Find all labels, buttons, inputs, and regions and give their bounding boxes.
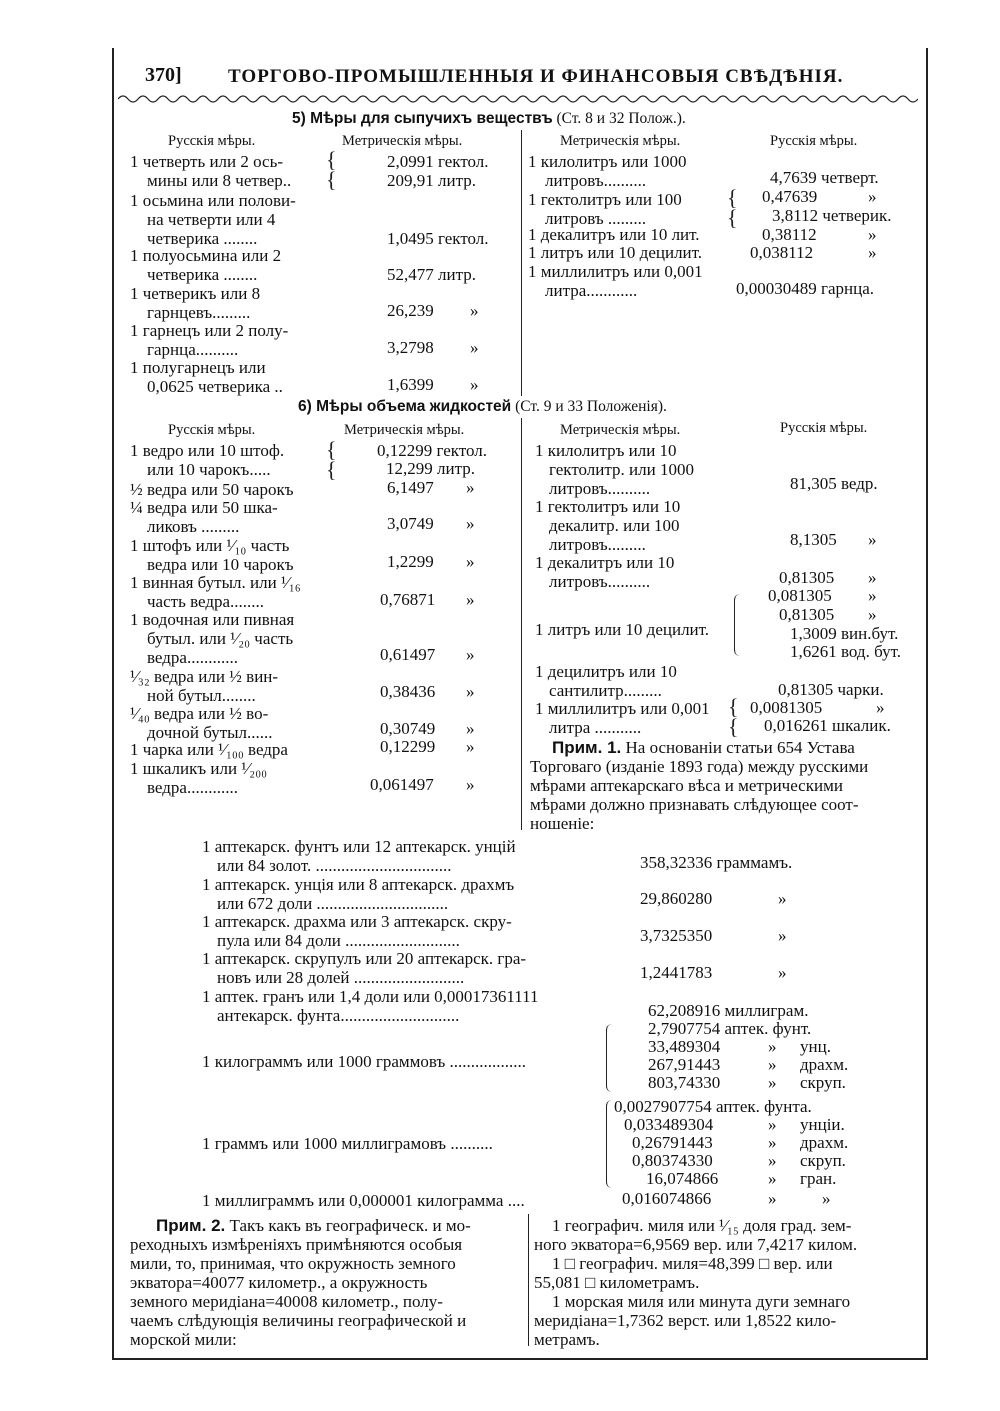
table-row: ¹⁄₃₂ ведра или ½ вин- (130, 667, 279, 686)
table-row: 1 литръ или 10 децилит. (535, 620, 710, 639)
ditto-mark: » (466, 590, 475, 609)
value: 0,61497 (380, 645, 436, 664)
ditto-mark: » (470, 375, 479, 394)
note2-line: метрамъ. (534, 1330, 600, 1349)
unit-label: скруп. (800, 1151, 846, 1170)
table-row: 1 гектолитръ или 10 (535, 497, 681, 516)
table-row: литровъ.......... (545, 171, 647, 190)
value: 8,1305 (790, 530, 837, 549)
col-header: Метрическія мѣры. (560, 422, 681, 438)
section6-heading (298, 398, 667, 416)
unit-label: драхм. (800, 1133, 849, 1152)
table-row: ной бутыл........ (147, 686, 256, 705)
note2-line: морской мили: (130, 1330, 237, 1349)
ditto-mark: » (768, 1151, 777, 1170)
value: 16,074866 (646, 1169, 719, 1188)
value: 26,239 (387, 301, 434, 320)
table-row: 1 миллиграммъ или 0,000001 килограмма .... (202, 1191, 525, 1210)
value: 0,033489304 (624, 1115, 714, 1134)
value: 1,3009 вин.бут. (790, 624, 899, 643)
col-header: Метрическія мѣры. (560, 133, 681, 149)
value: 0,00030489 гарнца. (736, 279, 875, 298)
table-row: 1 штофъ или ¹⁄₁₀ часть (130, 536, 290, 555)
section6-ref: (Ст. 9 и 33 Положенія). (515, 398, 667, 415)
ditto-mark: » (768, 1189, 777, 1208)
ditto-mark: » (868, 243, 877, 262)
table-row: 1 килограммъ или 1000 граммовъ .................. (202, 1052, 527, 1071)
brace: { { (727, 185, 738, 230)
table-row: литра ........... (549, 718, 642, 737)
note2-line: 1 географич. миля или ¹⁄₁₅ доля град. зем- (552, 1216, 852, 1235)
ditto-mark: » (868, 605, 877, 624)
section5-title: 5) Мѣры для сыпучихъ веществъ (292, 110, 553, 127)
table-row: дочной бутыл...... (147, 723, 273, 742)
note1-text: На основаніи статьи 654 Устава (625, 738, 855, 757)
table-row: 1 граммъ или 1000 миллиграмовъ .......... (202, 1134, 493, 1153)
table-row: ведра............ (147, 778, 238, 797)
unit-label: унціи. (800, 1115, 845, 1134)
table-row: 1 аптекарск. драхма или 3 аптекарск. скру- (202, 912, 512, 931)
value: 209,91 литр. (387, 171, 476, 190)
table-row: ½ ведра или 50 чарокъ (130, 480, 294, 499)
value: 1,6261 вод. бут. (790, 642, 901, 661)
ditto-mark: » (822, 1189, 831, 1208)
brace (606, 1024, 617, 1092)
ditto-mark: » (466, 719, 475, 738)
table-row: 1 гектолитръ или 100 (528, 190, 682, 209)
table-row: гарнцевъ......... (147, 303, 251, 322)
value: 0,38436 (380, 682, 436, 701)
table-row: 1 декалитръ или 10 лит. (528, 225, 700, 244)
note2-line: мили, то, принимая, что окружность земного (130, 1254, 456, 1273)
table-row: 1 миллилитръ или 0,001 (535, 699, 710, 718)
col-header: Русскія мѣры. (168, 422, 256, 438)
ditto-mark: » (466, 645, 475, 664)
table-row: гарнца.......... (147, 340, 239, 359)
value: 1,0495 гектол. (387, 229, 489, 248)
note2-line: экватора=40077 километр., а окружность (130, 1273, 428, 1292)
table-row: бутыл. или ¹⁄₂₀ часть (147, 629, 294, 648)
table-row: или 10 чарокъ..... (147, 460, 271, 479)
brace: { { (326, 147, 337, 192)
value: 0,81305 чарки. (778, 680, 884, 699)
section5-heading (292, 110, 686, 128)
value: 1,2441783 (640, 963, 713, 982)
col-header: Русскія мѣры. (770, 133, 858, 149)
table-row: новъ или 28 долей .......................... (217, 968, 465, 987)
table-row: литра............ (545, 281, 638, 300)
value: 358,32336 граммамъ. (640, 853, 793, 872)
table-row: четверика ........ (147, 265, 258, 284)
table-row: 1 полуосьмина или 2 (130, 246, 282, 265)
table-row: сантилитр......... (549, 681, 662, 700)
note1-line: мѣрами должно признавать слѣдующее соот- (530, 795, 859, 814)
brace: { { (728, 694, 739, 739)
note1-line: Торговаго (изданіе 1893 года) между русскими (530, 757, 869, 776)
table-row: 1 килолитръ или 10 (535, 441, 677, 460)
value: 0,81305 (779, 568, 835, 587)
value: 0,12299 гектол. (377, 441, 488, 460)
unit-label: скруп. (800, 1073, 846, 1092)
table-row: гектолитр. или 1000 (549, 460, 694, 479)
table-row: 1 килолитръ или 1000 (528, 152, 687, 171)
value: 0,016074866 (622, 1189, 712, 1208)
value: 81,305 ведр. (790, 474, 878, 493)
table-row: мины или 8 четвер.. (147, 171, 292, 190)
ditto-mark: » (768, 1169, 777, 1188)
note1-line: мѣрами аптекарскаго вѣса и метрическими (530, 776, 843, 795)
section5-ref: (Ст. 8 и 32 Полож.). (556, 110, 686, 127)
note2-line: ного экватора=6,9569 вер. или 7,4217 килом. (534, 1235, 858, 1254)
table-row: 1 литръ или 10 децилит. (528, 243, 703, 262)
ditto-mark: » (868, 530, 877, 549)
note2-label: Прим. 2. (156, 1216, 226, 1235)
table-row: 1 аптекарск. скрупулъ или 20 аптекарск. гра- (202, 949, 527, 968)
value: 0,016261 шкалик. (764, 716, 891, 735)
table-row: 1 шкаликъ или ¹⁄₂₀₀ (130, 759, 268, 778)
value: 3,0749 (387, 514, 434, 533)
table-row: ¹⁄₄₀ ведра или ½ во- (130, 704, 269, 723)
ditto-mark: » (768, 1037, 777, 1056)
ditto-mark: » (876, 698, 885, 717)
table-row: 1 миллилитръ или 0,001 (528, 262, 703, 281)
value: 0,0081305 (750, 698, 823, 717)
value: 33,489304 (648, 1037, 721, 1056)
table-row: декалитр. или 100 (549, 516, 680, 535)
unit-label: гран. (800, 1169, 837, 1188)
table-row: 1 аптекарск. унція или 8 аптекарск. драхмъ (202, 875, 515, 894)
table-row: 1 четверикъ или 8 (130, 284, 261, 303)
table-row: на четверти или 4 (147, 210, 276, 229)
table-row: или 84 золот. ................................ (217, 856, 452, 875)
note2-line: реходныхъ измѣреніяхъ примѣняются особыя (130, 1235, 463, 1254)
note2-line: 1 морская миля или минута дуги земнаго (552, 1292, 851, 1311)
table-row: 1 чарка или ¹⁄₁₀₀ ведра (130, 740, 288, 759)
note2-line (156, 1216, 471, 1235)
value: 1,6399 (387, 375, 434, 394)
ditto-mark: » (768, 1115, 777, 1134)
ditto-mark: » (868, 187, 877, 206)
ditto-mark: » (768, 1073, 777, 1092)
value: 803,74330 (648, 1073, 721, 1092)
table-row: 1 декалитръ или 10 (535, 553, 675, 572)
table-row: 1 полугарнецъ или (130, 358, 266, 377)
ditto-mark: » (466, 682, 475, 701)
note2-line: 55,081 □ километрамъ. (534, 1273, 700, 1292)
table-row: 1 ведро или 10 штоф. (130, 441, 285, 460)
table-row: ¼ ведра или 50 шка- (130, 498, 278, 517)
ditto-mark: » (868, 568, 877, 587)
note2-text: Такъ какъ въ географическ. и мо- (229, 1216, 471, 1235)
table-row: 0,0625 четверика .. (147, 377, 283, 396)
value: 0,081305 (768, 586, 832, 605)
table-row: 1 гарнецъ или 2 полу- (130, 321, 289, 340)
col-header: Русскія мѣры. (780, 420, 868, 436)
value: 0,38112 (762, 225, 817, 244)
ditto-mark: » (466, 478, 475, 497)
column-divider (521, 418, 522, 830)
column-divider (528, 1214, 529, 1346)
table-row: ведра............ (147, 648, 238, 667)
ditto-mark: » (778, 963, 787, 982)
page-number: 370] (145, 64, 182, 86)
ditto-mark: » (768, 1055, 777, 1074)
brace: { { (326, 437, 337, 482)
table-row: 1 осьмина или полови- (130, 191, 296, 210)
table-row: 1 винная бутыл. или ¹⁄₁₆ (130, 573, 301, 592)
value: 3,8112 четверик. (772, 206, 892, 225)
value: 267,91443 (648, 1055, 721, 1074)
col-header: Метрическія мѣры. (344, 422, 465, 438)
col-header: Метрическія мѣры. (342, 133, 463, 149)
ditto-mark: » (778, 926, 787, 945)
note2-line: чаемъ слѣдующія величины географической и (130, 1311, 467, 1330)
value: 12,299 литр. (386, 459, 475, 478)
value: 0,12299 (380, 737, 436, 756)
note1-label: Прим. 1. (552, 738, 622, 757)
value: 2,7907754 аптек. фунт. (648, 1019, 812, 1038)
note2-line: 1 □ географич. миля=48,399 □ вер. или (552, 1254, 833, 1273)
section6-title: 6) Мѣры объема жидкостей (298, 398, 512, 415)
page-title: ТОРГОВО-ПРОМЫШЛЕННЫЯ И ФИНАНСОВЫЯ СВѢДѢНIЯ. (228, 66, 844, 87)
table-row: 1 аптек. гранъ или 1,4 доли или 0,00017361111 (202, 987, 539, 1006)
column-divider (521, 130, 522, 396)
note1-line: ношеніе: (530, 814, 595, 833)
value: 0,0027907754 аптек. фунта. (614, 1097, 812, 1116)
note2-line: земного меридіана=40008 километр., полу- (130, 1292, 443, 1311)
value: 4,7639 четверт. (770, 168, 879, 187)
table-row: ведра или 10 чарокъ (147, 555, 294, 574)
table-row: или 672 доли ............................... (217, 894, 449, 913)
value: 29,860280 (640, 889, 713, 908)
table-row: 1 четверть или 2 ось- (130, 152, 284, 171)
value: 0,26791443 (632, 1133, 713, 1152)
ditto-mark: » (466, 775, 475, 794)
ditto-mark: » (466, 552, 475, 571)
value: 0,81305 (779, 605, 835, 624)
value: 52,477 литр. (387, 265, 476, 284)
table-row: литровъ ......... (545, 209, 647, 228)
table-row: ликовъ ......... (147, 517, 240, 536)
table-row: литровъ.......... (549, 572, 651, 591)
value: 0,80374330 (632, 1151, 713, 1170)
ditto-mark: » (466, 737, 475, 756)
value: 0,061497 (370, 775, 434, 794)
ditto-mark: » (868, 586, 877, 605)
table-row: литровъ.......... (549, 479, 651, 498)
unit-label: драхм. (800, 1055, 849, 1074)
value: 0,76871 (380, 590, 436, 609)
ditto-mark: » (470, 338, 479, 357)
value: 62,208916 миллиграм. (648, 1001, 809, 1020)
table-row: литровъ......... (549, 535, 646, 554)
note2-line: меридіана=1,7362 верст. или 1,8522 кило- (534, 1311, 837, 1330)
wavy-divider (118, 92, 918, 106)
table-row: пула или 84 доли ........................... (217, 931, 460, 950)
value: 3,7325350 (640, 926, 713, 945)
ditto-mark: » (868, 225, 877, 244)
brace (734, 594, 743, 656)
value: 1,2299 (387, 552, 434, 571)
value: 6,1497 (387, 478, 434, 497)
value: 0,47639 (762, 187, 818, 206)
value: 2,0991 гектол. (387, 152, 489, 171)
ditto-mark: » (470, 301, 479, 320)
ditto-mark: » (778, 889, 787, 908)
table-row: четверика ........ (147, 229, 258, 248)
table-row: антекарск. фунта............................ (217, 1006, 460, 1025)
unit-label: унц. (800, 1037, 831, 1056)
table-row: часть ведра........ (147, 592, 265, 611)
table-row: 1 аптекарск. фунтъ или 12 аптекарск. унцій (202, 837, 516, 856)
table-row: 1 децилитръ или 10 (535, 662, 677, 681)
value: 0,038112 (750, 243, 814, 262)
value: 3,2798 (387, 338, 434, 357)
col-header: Русскія мѣры. (168, 133, 256, 149)
ditto-mark: » (466, 514, 475, 533)
ditto-mark: » (768, 1133, 777, 1152)
table-row: 1 водочная или пивная (130, 610, 295, 629)
value: 0,30749 (380, 719, 436, 738)
note1-line (552, 738, 855, 757)
